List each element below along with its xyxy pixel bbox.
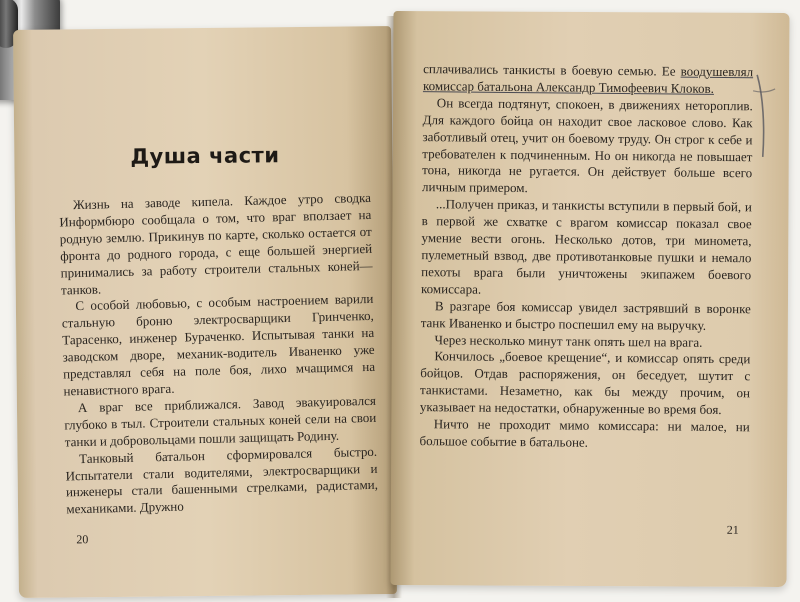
right-paragraph (423, 61, 753, 98)
pencil-underlined-text: воодушевлял комиссар батальона Александр Тимофеевич Клоков. (422, 63, 754, 96)
right-first-line: сплачивались танкисты в боевую семью. Ее (423, 61, 676, 79)
left-paragraph: Жизнь на заводе кипела. Каждое утро сводка Информбюро сообщала о том, что враг вползает на родную землю. Прикинув по карте, сколько остается от фронта до родного города, с еще большей энергией принимались за работу строители стальных коней—танков. (59, 189, 373, 298)
right-paragraph: Ничто не проходит мимо комиссара: ни малое, ни большое событие в батальоне. (419, 416, 750, 450)
left-page-text (59, 190, 379, 519)
right-paragraph: В разгаре боя комиссар увидел застрявший в воронке танк Иваненко и быстро поспешил ему на выручку. (420, 297, 751, 333)
left-page-number: 20 (76, 532, 89, 547)
left-paragraph: Танковый батальон сформировался быстро. Испытатели стали водителями, электросварщики и инженеры стали башенными стрелками, радистами, механиками. Дружно (65, 443, 379, 517)
right-paragraph: Кончилось „боевое крещение“, и комиссар опять среди бойцов. Отдав распоряжения, он беседует, шутит с танкистами. Незаметно, как бы между прочим, он указывает на недостатки, обнаруженные во время боя. (419, 348, 751, 418)
right-page-number: 21 (726, 522, 739, 537)
chapter-title: Душа части (130, 143, 280, 169)
pencil-margin-mark (751, 71, 779, 161)
right-paragraph: Через несколько минут танк опять шел на врага. (434, 331, 703, 350)
left-paragraph: А враг все приближался. Завод эвакуировался глубоко в тыл. Строители стальных коней сели на свои танки и добровольцами пошли защищать Родину. (64, 392, 377, 450)
right-page (391, 11, 790, 587)
right-page-text (420, 61, 754, 453)
right-paragraph: Он всегда подтянут, спокоен, в движениях нетороплив. Для каждого бойца он находит свое ласковое слово. Как заботливый отец, учит он боевому труду. Он строг к себе и требователен к подчиненным. Но он никогда не повышает тона, никогда не ругается. Он действует больше всего личным примером. (421, 95, 753, 196)
right-paragraph: ...Получен приказ, и танкисты вступили в первый бой, и в первой же схватке с врагом комиссар показал свое умение вести огонь. Несколько дотов, три минометa, пулеметный взвод, две противотанковые пушки и немало пехоты врага были уничтожены экипажем боевого комиссара. (420, 196, 752, 297)
left-paragraph: С особой любовью, с особым настроением варили стальную броню электросварщики Гринченко, Тарасенко, инженер Бураченко. Испытывая танки на заводском дворе, механик-водитель Иваненко уже представлял себя на поле боя, лихо мчащимся на ненавистного врага. (61, 291, 376, 399)
left-page (13, 26, 397, 598)
